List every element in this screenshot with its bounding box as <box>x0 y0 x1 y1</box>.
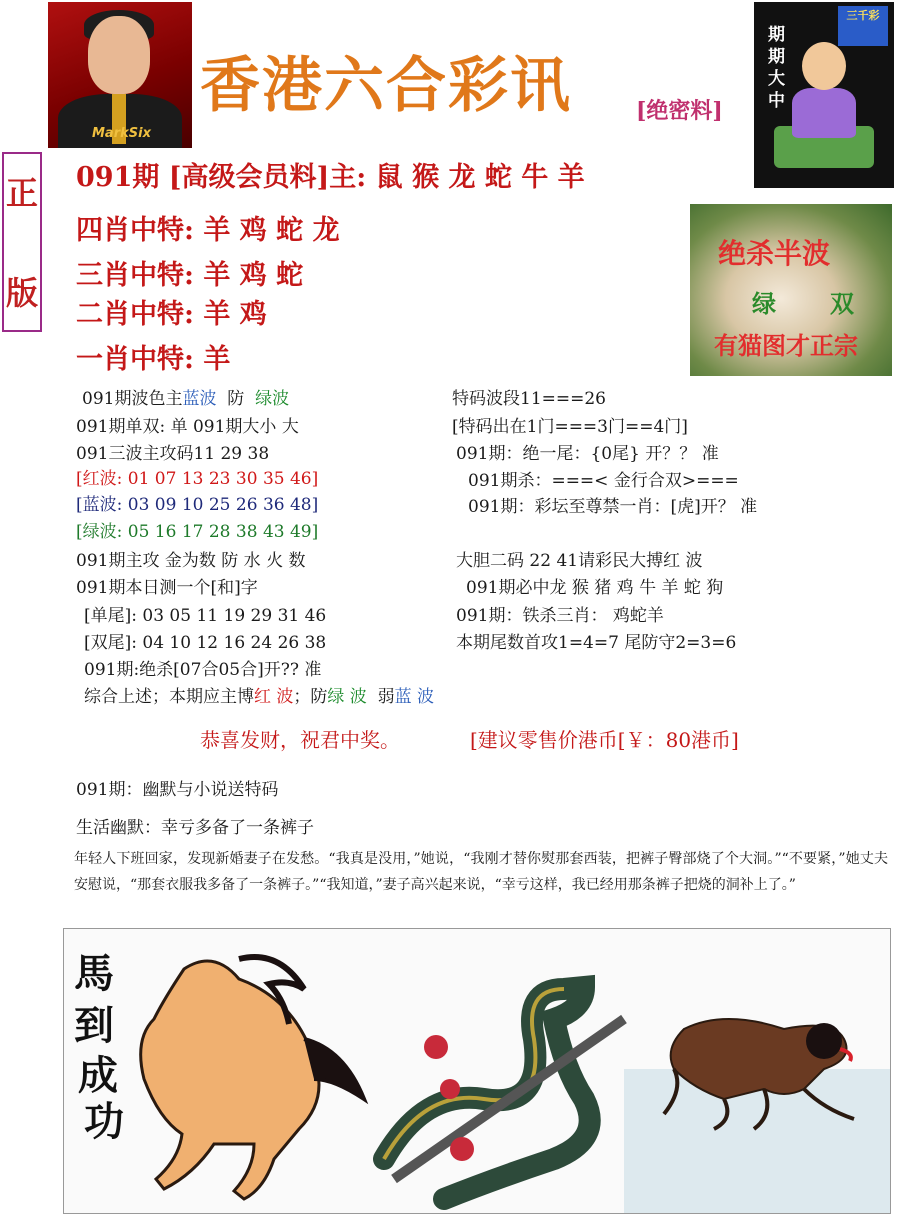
cartoon-photo <box>754 2 894 188</box>
forbid-line: 091期：彩坛至尊禁一肖：[虎]开？ 准 <box>468 497 758 517</box>
kill-pair-line: 091期杀：===< 金行合双>=== <box>468 471 739 491</box>
three-wave-line: 091三波主攻码11 29 38 <box>76 444 270 464</box>
red-wave-line: [红波: 01 07 13 23 30 35 46] <box>76 469 319 489</box>
cartoon-tag: 三千彩 <box>838 6 888 46</box>
cat-ad-image <box>690 204 892 376</box>
story-heading: 091期：幽默与小说送特码 <box>76 780 279 800</box>
doors-line: [特码出在1门===3门==4门] <box>452 417 688 437</box>
four-zodiac-pick: 四肖中特: 羊 鸡 蛇 龙 <box>76 215 340 246</box>
calligraphy-text <box>74 950 124 1145</box>
tail-line: 091期：绝一尾：{0尾} 开？？ 准 <box>456 444 719 464</box>
animal-paintings <box>63 928 891 1214</box>
vip-picks: 091期 [高级会员料]主: 鼠 猴 龙 蛇 牛 羊 <box>76 162 585 193</box>
three-zodiac-pick: 三肖中特: 羊 鸡 蛇 <box>76 260 304 291</box>
badge-char-2: 版 <box>5 274 38 312</box>
calligraphy-char: 馬 <box>74 950 114 997</box>
presenter-photo <box>48 2 192 148</box>
wave-color-line <box>82 391 289 408</box>
badge-char-1: 正 <box>5 174 38 212</box>
tail-attack-line: 本期尾数首攻1=4=7 尾防守2=3=6 <box>456 633 737 653</box>
cat-ad-line3: 有猫图才正宗 <box>714 331 858 360</box>
cat-ad-line1: 绝杀半波 <box>718 237 831 270</box>
char-test-line: 091期本日测一个[和]字 <box>76 578 258 598</box>
calligraphy-char: 到 <box>74 1002 114 1049</box>
marksix-logo: MarkSix <box>92 126 151 141</box>
odd-even-line: 091期单双: 单 091期大小 大 <box>76 417 299 437</box>
horse-painting <box>141 957 364 1199</box>
congrats-text: 恭喜发财，祝君中奖。 <box>200 728 400 752</box>
cat-ad-line2b: 双 <box>830 289 854 318</box>
kill-line: 091期:绝杀[07合05合]开?? 准 <box>84 660 322 680</box>
summary-weak: 弱 <box>366 687 395 707</box>
price-text: [建议零售价港币[￥：80港币] <box>470 728 739 752</box>
single-tail-line: [单尾]: 03 05 11 19 29 31 46 <box>84 606 327 626</box>
summary-green: 绿 波 <box>327 687 367 707</box>
double-tail-line: [双尾]: 04 10 12 16 24 26 38 <box>84 633 327 653</box>
cartoon-vertical-text: 期期大中 <box>768 25 785 111</box>
segment-line: 特码波段11===26 <box>452 389 606 409</box>
summary-red: 红 波 <box>254 687 294 707</box>
dog-painting <box>624 1019 890 1213</box>
animal-paintings-svg <box>64 929 890 1213</box>
blue-wave-line: [蓝波: 03 09 10 25 26 36 48] <box>76 495 319 515</box>
must-line: 091期必中龙 猴 猪 鸡 牛 羊 蛇 狗 <box>466 578 724 598</box>
story-title: 生活幽默：幸亏多备了一条裤子 <box>76 818 314 838</box>
green-wave-line: [绿波: 05 16 17 28 38 43 49] <box>76 522 319 542</box>
calligraphy-char: 功 <box>84 1098 124 1145</box>
page-subtitle: [绝密料] <box>636 98 723 124</box>
story-body: 年轻人下班回家，发现新婚妻子在发愁。“我真是没用，”她说，“我刚才替你熨那套西装，把裤子臀部烧了个大洞。”“不要紧，”她丈夫安慰说，“那套衣服我多备了一条裤子。”“我知道，”妻子高兴起来说，“幸亏这样，我已经用那条裤子把烧的洞补上了。” <box>74 851 888 893</box>
snake-painting <box>384 987 624 1199</box>
summary-blue: 蓝 波 <box>394 687 435 707</box>
iron-kill-line: 091期：铁杀三肖： 鸡蛇羊 <box>456 606 664 626</box>
two-codes-line: 大胆二码 22 41请彩民大搏红 波 <box>456 551 703 571</box>
wave-main: 蓝波 <box>182 389 217 409</box>
wave-mid: 防 <box>216 389 256 409</box>
wave-prefix: 091期波色主 <box>82 389 183 409</box>
one-zodiac-pick: 一肖中特: 羊 <box>76 344 231 375</box>
two-zodiac-pick: 二肖中特: 羊 鸡 <box>76 299 267 330</box>
authentic-badge <box>2 152 42 332</box>
page-title: 香港六合彩讯 <box>200 51 572 121</box>
calligraphy-char: 成 <box>78 1052 118 1099</box>
cat-ad-line2a: 绿 <box>752 289 776 318</box>
summary-line <box>84 689 434 706</box>
wave-guard: 绿波 <box>255 389 290 409</box>
summary-prefix: 综合上述；本期应主博 <box>84 687 254 707</box>
element-line: 091期主攻 金为数 防 水 火 数 <box>76 551 306 571</box>
summary-mid: ；防 <box>293 687 328 707</box>
